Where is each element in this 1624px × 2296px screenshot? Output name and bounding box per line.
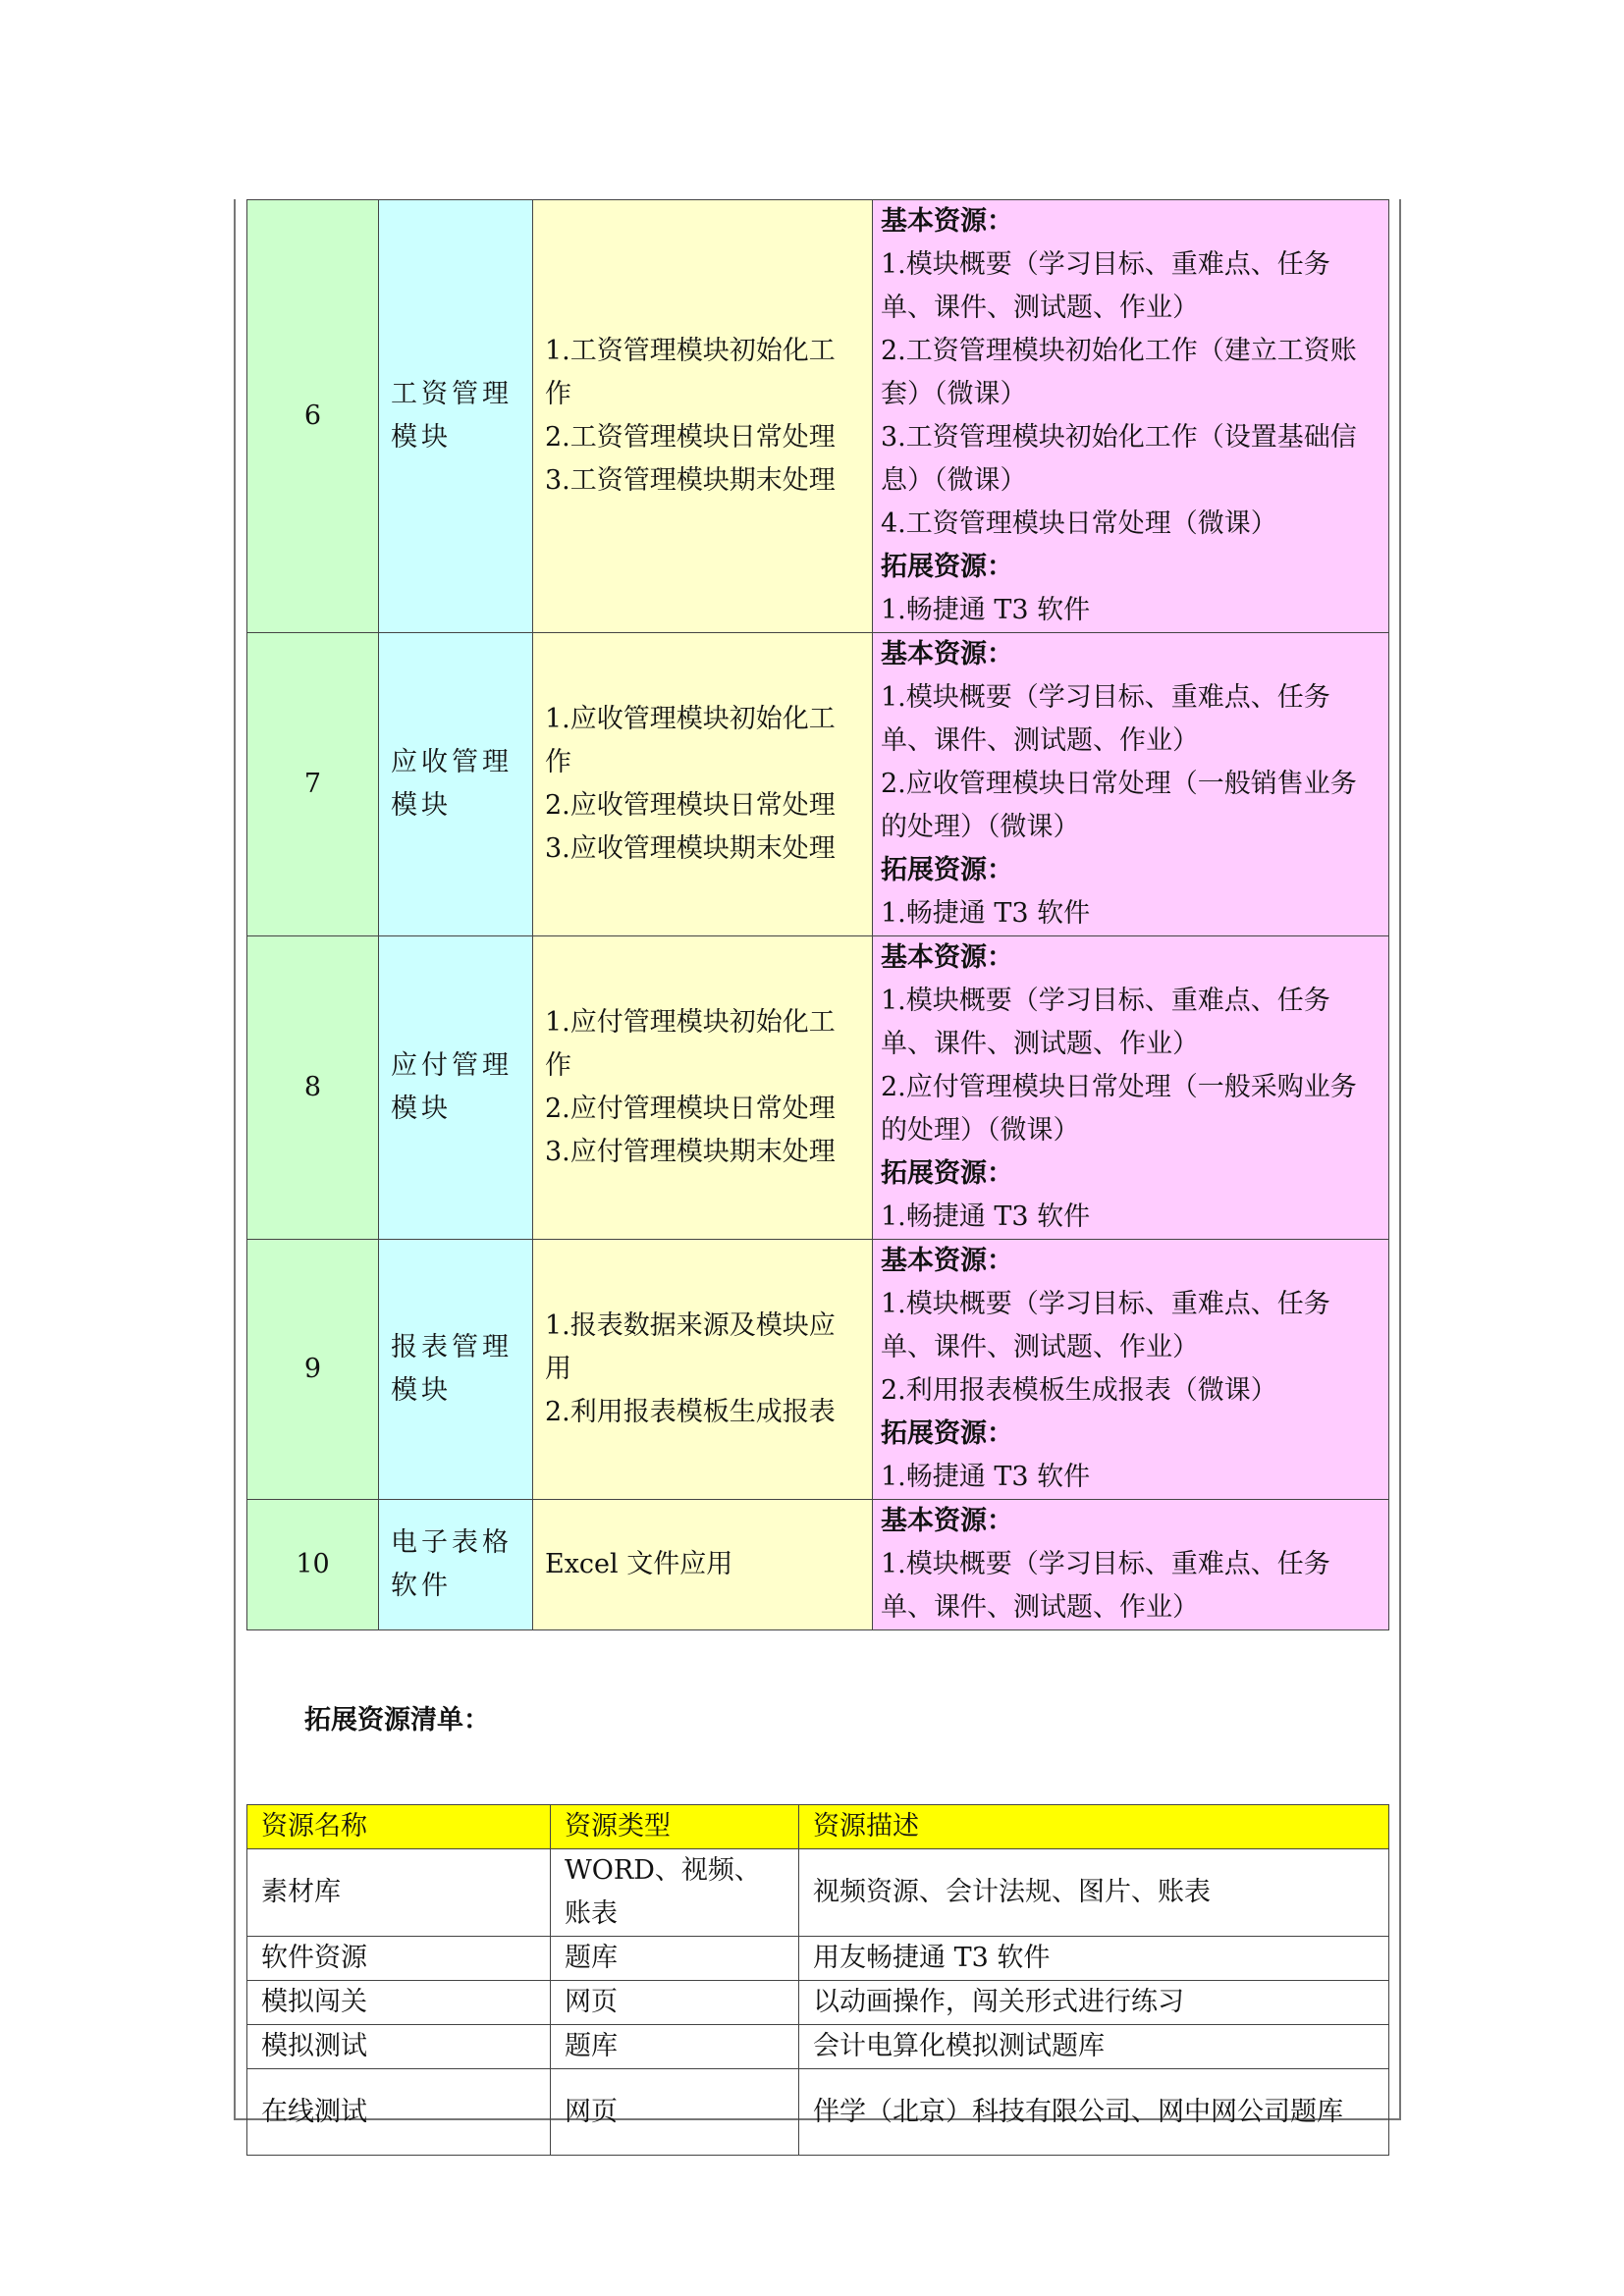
extended-resource-header: 拓展资源： [881, 1158, 1013, 1189]
task-item: 1.报表数据来源及模块应用 [545, 1310, 836, 1384]
module-name: 应收管理模块 [391, 747, 513, 821]
module-number: 7 [247, 633, 379, 936]
table-cell: 会计电算化模拟测试题库 [799, 2025, 1389, 2069]
resource-cell [873, 200, 1389, 633]
module-name: 电子表格软件 [391, 1527, 513, 1601]
extended-resource-header: 拓展资源： [881, 855, 1013, 885]
basic-resource-item: 1.模块概要（学习目标、重难点、任务单、课件、测试题、作业） [881, 249, 1330, 323]
extended-resource-header: 拓展资源： [881, 552, 1013, 582]
basic-resource-item: 1.模块概要（学习目标、重难点、任务单、课件、测试题、作业） [881, 1289, 1330, 1362]
basic-resource-item: 1.模块概要（学习目标、重难点、任务单、课件、测试题、作业） [881, 986, 1330, 1059]
table-cell: 网页 [551, 2069, 799, 2156]
extended-resource-item: 1.畅捷通 T3 软件 [881, 595, 1091, 625]
table-row [247, 1981, 1389, 2025]
table-row [247, 1937, 1389, 1981]
column-header: 资源类型 [551, 1805, 799, 1849]
table-cell: 题库 [551, 2025, 799, 2069]
module-number: 8 [247, 936, 379, 1240]
table-row [247, 2025, 1389, 2069]
table-cell: 模拟测试 [247, 2025, 551, 2069]
task-item: 1.应付管理模块初始化工作 [545, 1007, 836, 1081]
resource-cell [873, 936, 1389, 1240]
module-name: 报表管理模块 [391, 1332, 513, 1406]
module-row [247, 200, 1389, 633]
column-header: 资源描述 [799, 1805, 1389, 1849]
module-name-cell [379, 633, 533, 936]
extended-resource-item: 1.畅捷通 T3 软件 [881, 1462, 1091, 1492]
resource-cell [873, 1240, 1389, 1500]
module-row [247, 1500, 1389, 1630]
task-cell [533, 633, 873, 936]
task-item: 2.应收管理模块日常处理 [545, 790, 836, 821]
table-cell: 软件资源 [247, 1937, 551, 1981]
task-cell [533, 200, 873, 633]
table-cell: 用友畅捷通 T3 软件 [799, 1937, 1389, 1981]
basic-resource-item: 2.工资管理模块初始化工作（建立工资账套）（微课） [881, 336, 1357, 409]
module-name: 应付管理模块 [391, 1050, 513, 1124]
module-name-cell [379, 1500, 533, 1630]
task-item: 2.应付管理模块日常处理 [545, 1094, 836, 1124]
task-cell [533, 1500, 873, 1630]
basic-resource-item: 4.工资管理模块日常处理（微课） [881, 508, 1277, 539]
module-row [247, 936, 1389, 1240]
basic-resource-item: 2.应付管理模块日常处理（一般采购业务的处理）（微课） [881, 1072, 1357, 1146]
basic-resource-item: 2.应收管理模块日常处理（一般销售业务的处理）（微课） [881, 769, 1357, 842]
module-name-cell [379, 200, 533, 633]
task-item: 1.工资管理模块初始化工作 [545, 336, 836, 409]
basic-resource-header: 基本资源： [881, 1506, 1013, 1536]
resource-cell [873, 633, 1389, 936]
basic-resource-header: 基本资源： [881, 206, 1013, 237]
table-cell: 以动画操作，闯关形式进行练习 [799, 1981, 1389, 2025]
basic-resource-item: 1.模块概要（学习目标、重难点、任务单、课件、测试题、作业） [881, 1549, 1330, 1623]
module-number: 10 [247, 1500, 379, 1630]
column-header: 资源名称 [247, 1805, 551, 1849]
resource-list-header-row [247, 1805, 1389, 1849]
module-row [247, 633, 1389, 936]
task-item: 2.利用报表模板生成报表 [545, 1397, 836, 1427]
table-cell: WORD、视频、账表 [551, 1849, 799, 1937]
table-cell: 在线测试 [247, 2069, 551, 2156]
table-row [247, 1849, 1389, 1937]
module-number: 6 [247, 200, 379, 633]
module-resource-table [246, 199, 1389, 1630]
task-cell [533, 936, 873, 1240]
task-item: 3.工资管理模块期末处理 [545, 465, 836, 496]
table-cell: 题库 [551, 1937, 799, 1981]
resource-list-title: 拓展资源清单： [304, 1705, 490, 1735]
table-row [247, 2069, 1389, 2156]
basic-resource-header: 基本资源： [881, 639, 1013, 669]
task-cell [533, 1240, 873, 1500]
task-item: 2.工资管理模块日常处理 [545, 422, 836, 453]
table-cell: 伴学（北京）科技有限公司、网中网公司题库 [799, 2069, 1389, 2156]
basic-resource-header: 基本资源： [881, 942, 1013, 973]
basic-resource-item: 1.模块概要（学习目标、重难点、任务单、课件、测试题、作业） [881, 682, 1330, 756]
module-name-cell [379, 936, 533, 1240]
extended-resource-header: 拓展资源： [881, 1418, 1013, 1449]
extended-resource-item: 1.畅捷通 T3 软件 [881, 1201, 1091, 1232]
task-item: Excel 文件应用 [545, 1549, 733, 1579]
basic-resource-item: 2.利用报表模板生成报表（微课） [881, 1375, 1277, 1406]
task-item: 3.应付管理模块期末处理 [545, 1137, 836, 1167]
module-name-cell [379, 1240, 533, 1500]
module-number: 9 [247, 1240, 379, 1500]
resource-cell [873, 1500, 1389, 1630]
basic-resource-item: 3.工资管理模块初始化工作（设置基础信息）（微课） [881, 422, 1357, 496]
table-cell: 模拟闯关 [247, 1981, 551, 2025]
resource-list-table [246, 1804, 1389, 2156]
task-item: 3.应收管理模块期末处理 [545, 833, 836, 864]
module-row [247, 1240, 1389, 1500]
table-cell: 视频资源、会计法规、图片、账表 [799, 1849, 1389, 1937]
extended-resource-item: 1.畅捷通 T3 软件 [881, 898, 1091, 929]
table-cell: 素材库 [247, 1849, 551, 1937]
task-item: 1.应收管理模块初始化工作 [545, 704, 836, 777]
basic-resource-header: 基本资源： [881, 1246, 1013, 1276]
module-name: 工资管理模块 [391, 379, 513, 453]
table-cell: 网页 [551, 1981, 799, 2025]
